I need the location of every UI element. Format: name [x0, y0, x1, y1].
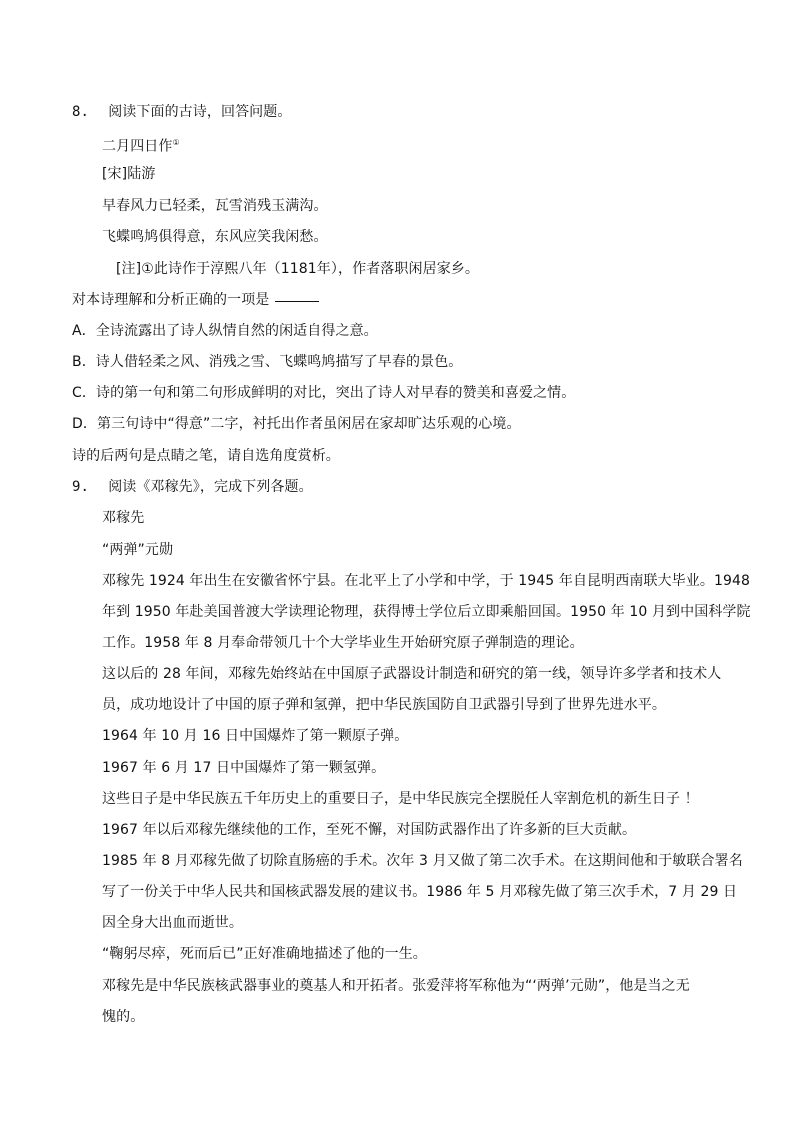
question-8-stem	[72, 102, 292, 122]
option-c: C．诗的第一句和第二句形成鲜明的对比，突出了诗人对早春的赞美和喜爱之情。	[72, 385, 576, 401]
article-line: 因全身大出血而逝世。	[102, 915, 243, 931]
answer-blank[interactable]	[275, 300, 319, 302]
poem-line-1: 早春风力已轻柔，瓦雪消残玉满沟。	[102, 198, 328, 214]
article-line: 1985 年 8 月邓稼先做了切除直肠癌的手术。次年 3 月又做了第二次手术。在这期间他和于敏联合署名	[102, 853, 743, 869]
article-line: 邓稼先是中华民族核武器事业的奠基人和开拓者。张爱萍将军称他为“‘两弹’元勋”，他是当之无	[102, 978, 690, 994]
article-line: 工作。1958 年 8 月奉命带领几十个大学毕业生开始研究原子弹制造的理论。	[102, 635, 584, 651]
poem-title-footnote-mark: ①	[172, 138, 180, 147]
article-line: 写了一份关于中华人民共和国核武器发展的建议书。1986 年 5 月邓稼先做了第三次手术，7 月 29 日	[102, 884, 738, 900]
question-8-text: 阅读下面的古诗，回答问题。	[108, 104, 292, 120]
article-line: “鞠躬尽瘁，死而后已”正好准确地描述了他的一生。	[102, 946, 427, 962]
question-9-stem	[72, 477, 313, 497]
question-9-number: 9.	[72, 479, 90, 495]
question-8-number: 8.	[72, 104, 90, 120]
article-title: 邓稼先	[102, 510, 145, 526]
option-d: D．第三句诗中“得意”二字，衬托出作者虽闲居在家却旷达乐观的心境。	[72, 416, 521, 432]
option-a: A．全诗流露出了诗人纵情自然的闲适自得之意。	[72, 323, 378, 339]
article-line: 这以后的 28 年间，邓稼先始终站在中国原子武器设计制造和研究的第一线，领导许多学者和技术人	[102, 666, 722, 682]
article-line: 这些日子是中华民族五千年历史上的重要日子，是中华民族完全摆脱任人宰割危机的新生日子 ！	[102, 791, 699, 807]
question-8-sub-1: 对本诗理解和分析正确的一项是	[72, 290, 319, 310]
question-8-sub-2: 诗的后两句是点睛之笔，请自选角度赏析。	[72, 448, 340, 464]
article-line: 员，成功地设计了中国的原子弹和氢弹，把中华民族国防自卫武器引导到了世界先进水平。	[102, 697, 666, 713]
article-line: 1967 年以后邓稼先继续他的工作，至死不懈，对国防武器作出了许多新的巨大贡献。	[102, 822, 637, 838]
article-line: 邓稼先 1924 年出生在安徽省怀宁县。在北平上了小学和中学，于 1945 年自昆明西南联大毕业。1948	[102, 573, 750, 589]
poem-author: [宋]陆游	[102, 166, 156, 182]
poem-title: 二月四日作①	[102, 138, 180, 155]
poem-note: [注]①此诗作于淳熙八年（1181年），作者落职闲居家乡。	[116, 261, 480, 277]
article-subtitle: “两弹”元勋	[102, 542, 174, 558]
article-line: 愧的。	[102, 1009, 145, 1025]
article-line: 1967 年 6 月 17 日中国爆炸了第一颗氢弹。	[102, 760, 386, 776]
poem-line-2: 飞蝶鸣鸠俱得意，东风应笑我闲愁。	[102, 229, 328, 245]
article-line: 1964 年 10 月 16 日中国爆炸了第一颗原子弹。	[102, 728, 409, 744]
article-line: 年到 1950 年赴美国普渡大学读理论物理，获得博士学位后立即乘船回国。1950 年 10 月到中国科学院	[102, 604, 751, 620]
option-b: B．诗人借轻柔之风、消残之雪、飞蝶鸣鸠描写了早春的景色。	[72, 354, 463, 370]
question-9-text: 阅读《邓稼先》，完成下列各题。	[108, 479, 313, 495]
